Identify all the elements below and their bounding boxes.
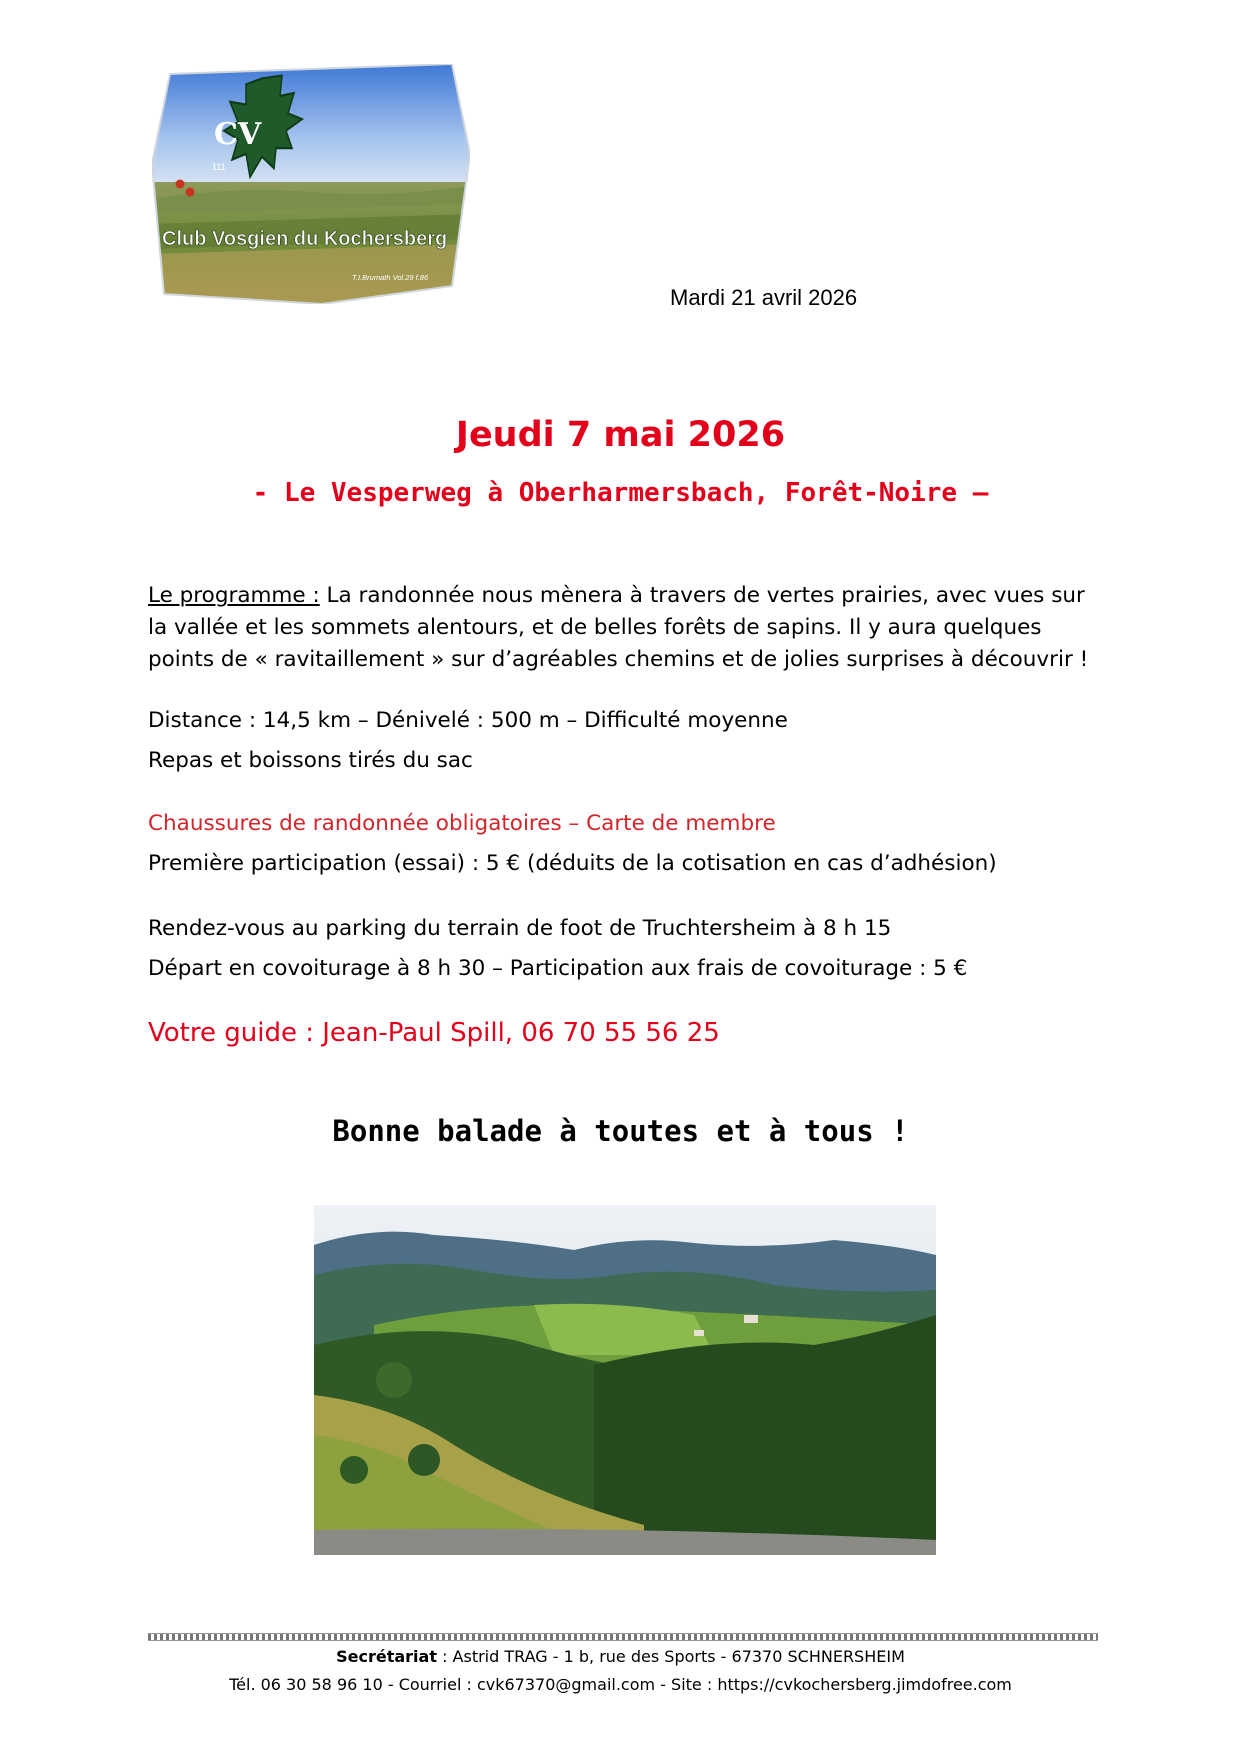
landscape-photo-image xyxy=(314,1205,936,1555)
logo-small-text: T.I.Brumath Vol.29 f.86 xyxy=(352,273,429,282)
first-participation-line: Première participation (essai) : 5 € (déduits de la cotisation en cas d’adhésion) xyxy=(148,851,997,876)
footer-secretariat-text: : Astrid TRAG - 1 b, rue des Sports - 67370 SCHNERSHEIM xyxy=(436,1647,905,1666)
club-logo xyxy=(152,64,470,304)
event-title: Jeudi 7 mai 2026 xyxy=(455,415,786,455)
programme-paragraph xyxy=(148,580,1108,676)
event-subtitle: - Le Vesperweg à Oberharmersbach, Forêt-Noire – xyxy=(252,478,989,508)
logo-club-name: Club Vosgien du Kochersberg xyxy=(162,228,448,250)
meeting-point-line: Rendez-vous au parking du terrain de foot de Truchtersheim à 8 h 15 xyxy=(148,916,892,941)
landscape-photo xyxy=(314,1205,936,1555)
guide-line: Votre guide : Jean-Paul Spill, 06 70 55 56 25 xyxy=(148,1018,720,1048)
logo-number: 111 xyxy=(212,162,226,172)
footer-contact: Tél. 06 30 58 96 10 - Courriel : cvk67370@gmail.com - Site : https://cvkochersberg.jimdofree.com xyxy=(229,1675,1012,1694)
programme-label: Le programme : xyxy=(148,583,320,608)
document-date: Mardi 21 avril 2026 xyxy=(670,285,858,310)
footer-secretariat xyxy=(0,1647,1241,1666)
departure-line: Départ en covoiturage à 8 h 30 – Participation aux frais de covoiturage : 5 € xyxy=(148,956,968,981)
requirements-notice: Chaussures de randonnée obligatoires – Carte de membre xyxy=(148,811,776,836)
programme-text: La randonnée nous mènera à travers de vertes prairies, avec vues sur la vallée et les sommets alentours, et de belles forêts de sapins. Il y aura quelques points de « ravitaillement » sur d’agréables chemins et de jolies surprises à découvrir ! xyxy=(148,583,1089,672)
footer-secretariat-label: Secrétariat xyxy=(336,1647,437,1666)
meals-line: Repas et boissons tirés du sac xyxy=(148,748,473,773)
club-logo-image xyxy=(152,64,470,304)
distance-line: Distance : 14,5 km – Dénivelé : 500 m – Difficulté moyenne xyxy=(148,708,788,733)
footer-divider xyxy=(148,1633,1098,1641)
logo-monogram: CV xyxy=(214,117,262,152)
closing-message: Bonne balade à toutes et à tous ! xyxy=(332,1114,909,1148)
